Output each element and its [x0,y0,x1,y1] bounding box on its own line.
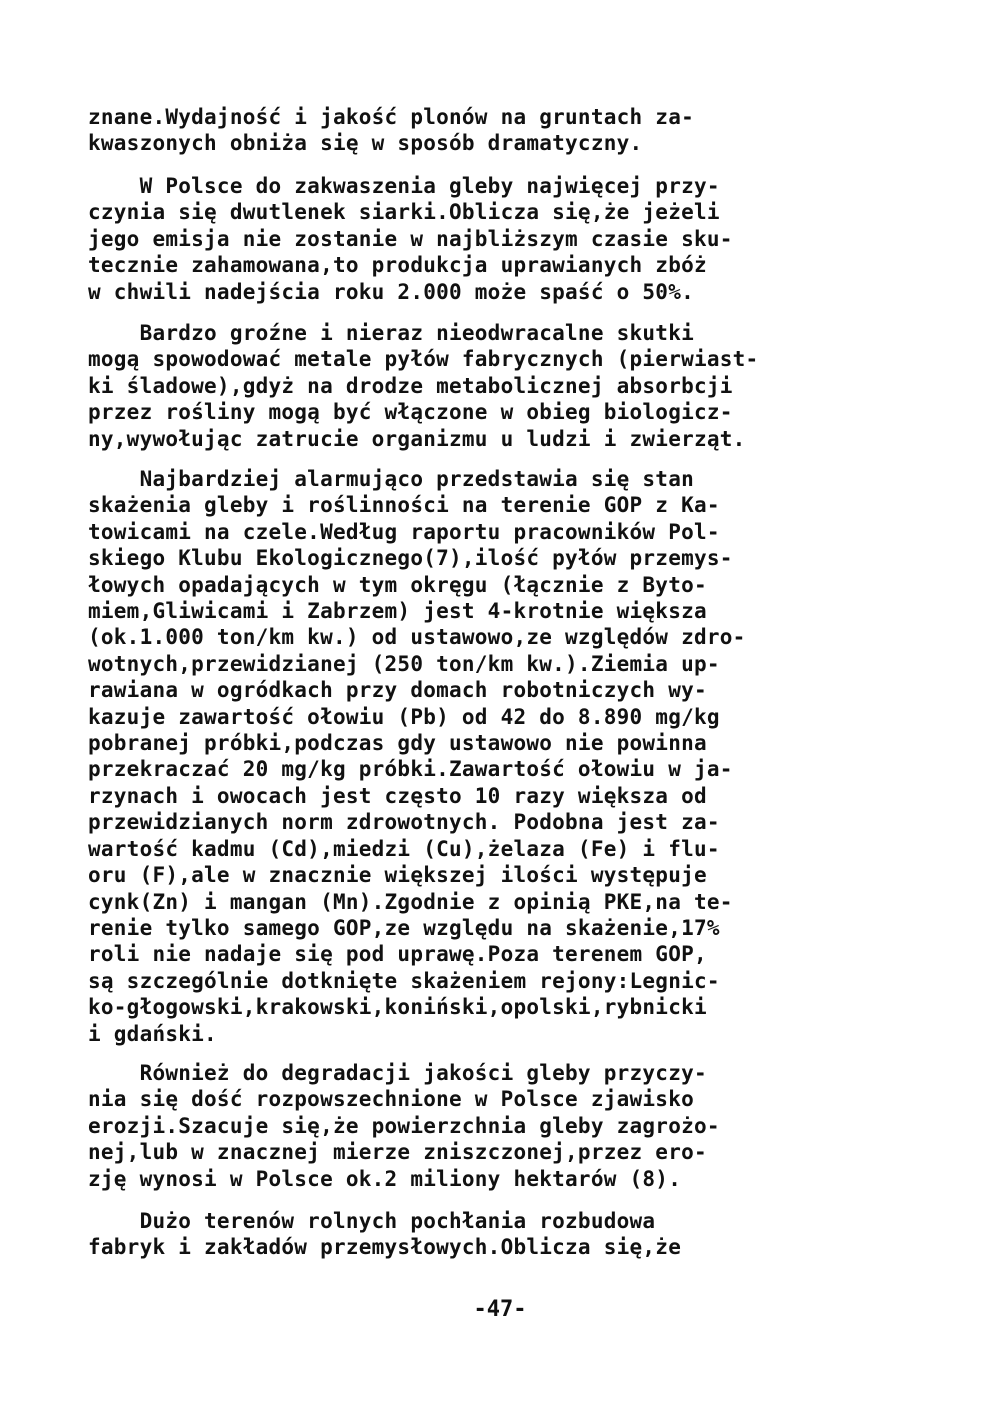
text-line: erozji.Szacuje się,że powierzchnia gleby zagrożo- [88,1113,720,1138]
text-line: Dużo terenów rolnych pochłania rozbudowa [88,1209,656,1233]
text-line: zję wynosi w Polsce ok.2 miliony hektarów (8). [88,1166,682,1191]
text-line: w chwili nadejścia roku 2.000 może spaść o 50%. [88,279,694,304]
text-line: renie tylko samego GOP,ze względu na skażenie,17% [88,915,720,940]
text-line: rawiana w ogródkach przy domach robotniczych wy- [88,678,707,703]
text-line: są szczególnie dotknięte skażeniem rejony:Legnic- [88,968,720,993]
text-line: nia się dość rozpowszechnione w Polsce zjawisko [88,1087,694,1112]
text-line: i gdański. [88,1021,217,1046]
text-line: kazuje zawartość ołowiu (Pb) od 42 do 8.890 mg/kg [88,704,720,729]
text-line: Również do degradacji jakości gleby przyczy- [88,1061,707,1085]
text-line: rzynach i owocach jest często 10 razy większa od [88,783,707,808]
paragraph [88,104,694,157]
text-line: fabryk i zakładów przemysłowych.Oblicza się,że [88,1235,682,1260]
page-number: -47- [473,1297,527,1322]
text-line: nej,lub w znacznej mierze zniszczonej,przez ero- [88,1140,707,1165]
text-line: przez rośliny mogą być włączone w obieg biologicz- [88,400,733,425]
text-line: wartość kadmu (Cd),miedzi (Cu),żelaza (Fe) i flu- [88,836,720,861]
paragraph [88,173,733,305]
text-line: ko-głogowski,krakowski,koniński,opolski,rybnicki [88,995,707,1020]
text-line: ki śladowe),gdyż na drodze metabolicznej absorbcji [88,373,733,398]
text-line: Najbardziej alarmująco przedstawia się stan [88,467,694,491]
text-line: ny,wywołując zatrucie organizmu u ludzi i zwierząt. [88,426,746,451]
text-line: W Polsce do zakwaszenia gleby najwięcej przy- [88,174,720,198]
text-line: przewidzianych norm zdrowotnych. Podobna jest za- [88,810,720,835]
text-line: tecznie zahamowana,to produkcja uprawianych zbóż [88,253,707,278]
text-line: Bardzo groźne i nieraz nieodwracalne skutki [88,321,694,345]
text-line: przekraczać 20 mg/kg próbki.Zawartość ołowiu w ja- [88,757,733,782]
text-line: mogą spowodować metale pyłów fabrycznych (pierwiast- [88,347,759,372]
text-line: roli nie nadaje się pod uprawę.Poza terenem GOP, [88,942,707,967]
text-line: znane.Wydajność i jakość plonów na gruntach za- [88,105,694,129]
text-line: cynk(Zn) i mangan (Mn).Zgodnie z opinią PKE,na te- [88,889,733,914]
text-line: skiego Klubu Ekologicznego(7),ilość pyłów przemys- [88,546,733,571]
paragraph [88,320,758,452]
text-line: pobranej próbki,podczas gdy ustawowo nie powinna [88,731,707,756]
text-line: czynia się dwutlenek siarki.Oblicza się,że jeżeli [88,200,720,225]
text-line: jego emisja nie zostanie w najbliższym czasie sku- [88,226,733,251]
text-line: skażenia gleby i roślinności na terenie GOP z Ka- [88,493,720,518]
text-line: towicami na czele.Według raportu pracowników Pol- [88,519,720,544]
text-line: (ok.1.000 ton/km kw.) od ustawowo,ze względów zdro- [88,625,746,650]
paragraph [88,1208,681,1261]
text-line: oru (F),ale w znacznie większej ilości występuje [88,863,707,888]
text-line: kwaszonych obniża się w sposób dramatyczny. [88,131,643,156]
paragraph [88,1060,720,1192]
text-line: wotnych,przewidzianej (250 ton/km kw.).Ziemia up- [88,651,720,676]
text-line: łowych opadających w tym okręgu (łącznie z Byto- [88,572,707,597]
text-line: miem,Gliwicami i Zabrzem) jest 4-krotnie większa [88,599,707,624]
paragraph [88,466,746,1047]
